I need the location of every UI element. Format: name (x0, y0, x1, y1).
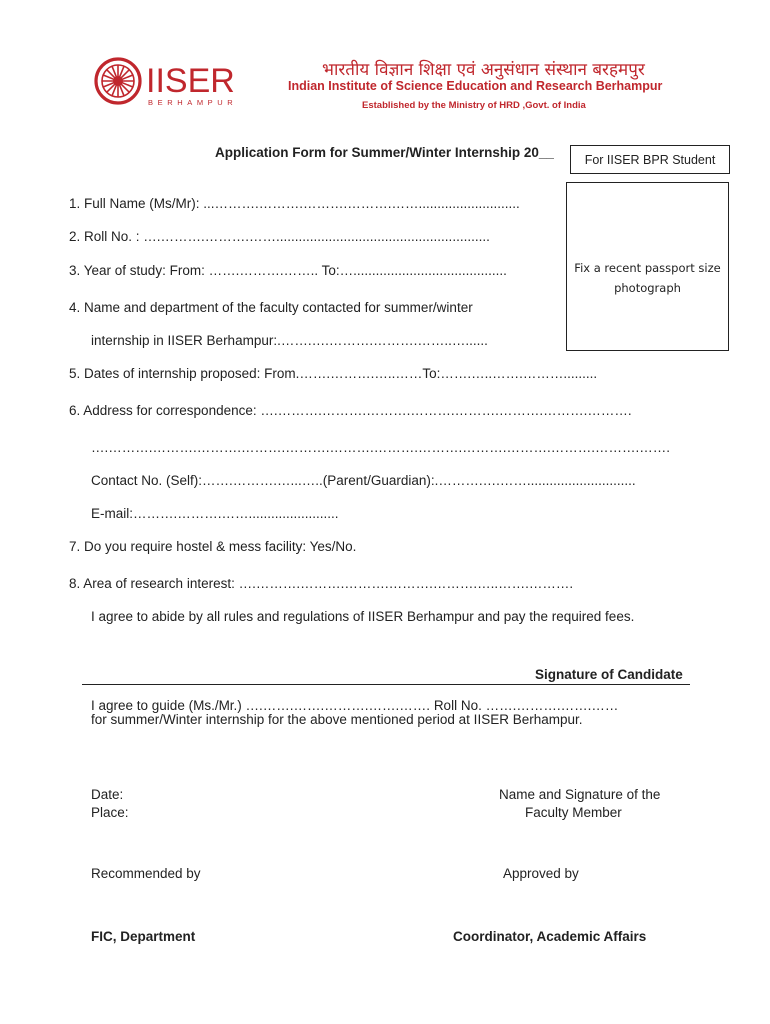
field-faculty-line-1: 4. Name and department of the faculty contacted for summer/winter (69, 300, 473, 315)
recommended-by-label: Recommended by (91, 866, 201, 881)
institute-name-english: Indian Institute of Science Education and Research Berhampur (288, 79, 663, 93)
field-contact-no: Contact No. (Self):…….……….…...…..(Parent/Guardian):.……….….……............................. (91, 473, 636, 488)
faculty-signature-line-1: Name and Signature of the (499, 787, 661, 802)
logo-subtext: BERHAMPUR (148, 98, 238, 107)
signature-candidate-label: Signature of Candidate (535, 667, 683, 682)
chakra-emblem-icon (96, 59, 140, 103)
established-note: Established by the Ministry of HRD ,Govt. of India (362, 100, 586, 111)
field-address-line-1: 6. Address for correspondence: ….……….……….……….……….……….……….……….………. (69, 403, 632, 418)
field-full-name: 1. Full Name (Ms/Mr): ...……….……….……….……….……........................... (69, 196, 520, 211)
guide-line-1: I agree to guide (Ms./Mr.) ….…….…….……….…….……. Roll No. …….……….…….…… (91, 698, 619, 713)
for-student-label: For IISER BPR Student (584, 152, 716, 167)
fic-department-label: FIC, Department (91, 929, 196, 944)
approved-by-label: Approved by (503, 866, 579, 881)
faculty-signature-line-2: Faculty Member (525, 805, 622, 820)
iiser-logo (94, 56, 254, 108)
photo-instruction: Fix a recent passport size photograph (574, 261, 721, 295)
field-faculty-line-2: internship in IISER Berhampur:.…….….……….……….……..…...... (91, 333, 488, 348)
for-student-box (570, 145, 730, 174)
form-title: Application Form for Summer/Winter Internship 20__ (215, 145, 554, 160)
place-label: Place: (91, 805, 129, 820)
field-hostel: 7. Do you require hostel & mess facility: Yes/No. (69, 539, 357, 554)
field-roll-no: 2. Roll No. : ….……….……….……......................................................... (69, 229, 490, 244)
institute-name-hindi: भारतीय विज्ञान शिक्षा एवं अनुसंधान संस्थान बरहमपुर (322, 60, 645, 80)
agreement-text: I agree to abide by all rules and regulations of IISER Berhampur and pay the required fees. (91, 609, 635, 624)
field-address-line-2: ….……….……….……….……….……….……….……….……….……….……….……….……….……. (91, 440, 671, 455)
guide-line-2: for summer/Winter internship for the above mentioned period at IISER Berhampur. (91, 712, 583, 727)
date-label: Date: (91, 787, 124, 802)
signature-divider (82, 684, 690, 685)
field-email: E-mail:……….……….……........................ (91, 506, 339, 521)
coordinator-label: Coordinator, Academic Affairs (453, 929, 647, 944)
field-internship-dates: 5. Dates of internship proposed: From.…….……….…..……To:…….…..…….………......... (69, 366, 598, 381)
field-research-interest: 8. Area of research interest: ….……….……….……….……….……….…..…….………. (69, 576, 574, 591)
logo-text: IISER (146, 62, 235, 100)
field-year-of-study: 3. Year of study: From: …….……….…….. To:…......................................... (69, 263, 507, 278)
